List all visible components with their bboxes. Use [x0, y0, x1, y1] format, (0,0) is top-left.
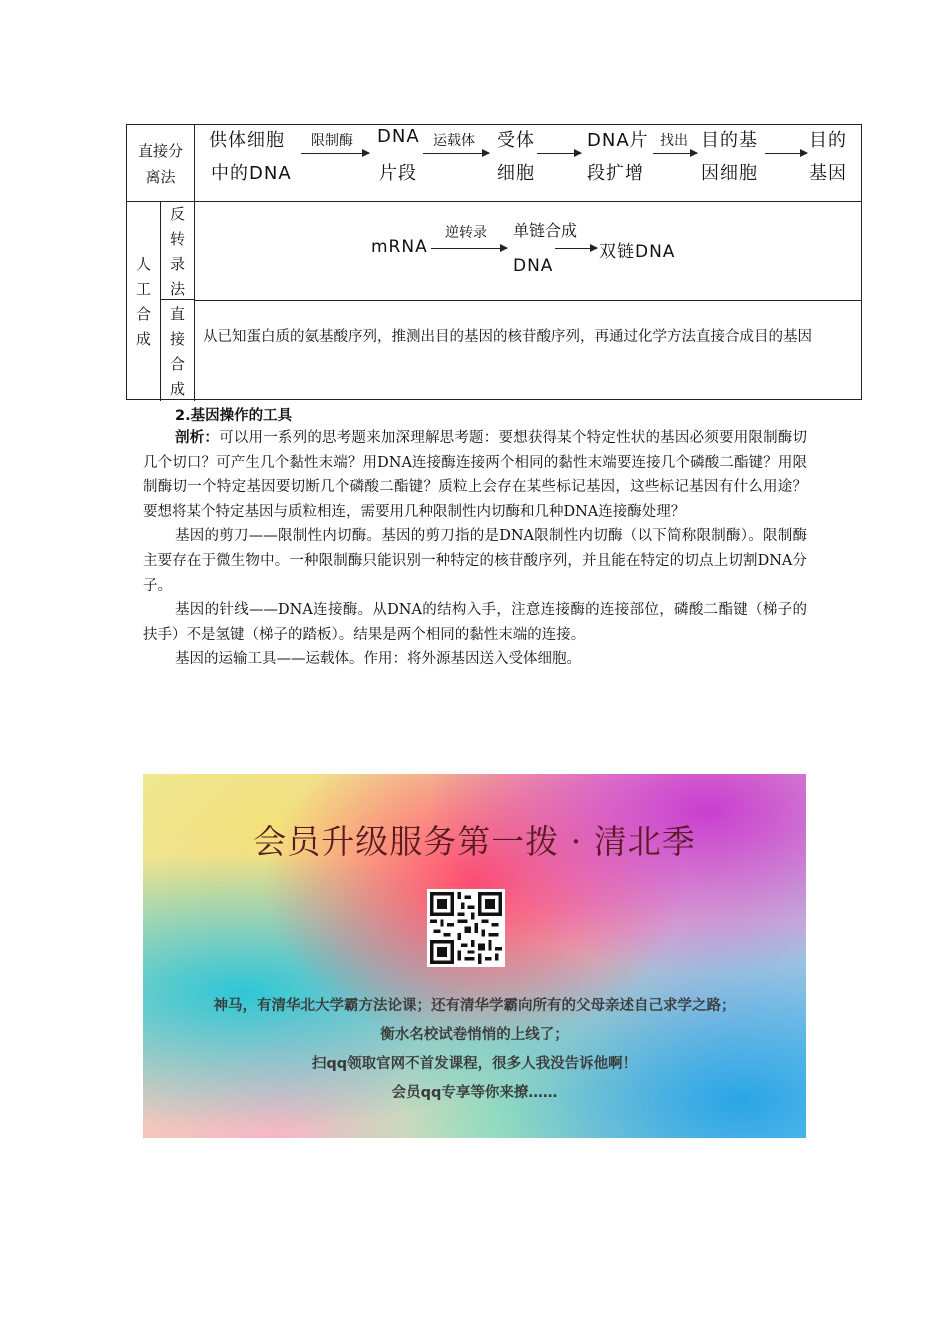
flow-node-amplify-line2: 段扩增 — [587, 163, 644, 184]
flow-node-double-dna: 双链DNA — [599, 242, 676, 262]
reverse-transcription-flow — [195, 202, 861, 301]
direct-separation-flow — [195, 125, 861, 202]
row-label-reverse-transcription: 反 转 录 法 — [161, 202, 195, 300]
flow-node-target-gene-line2: 基因 — [809, 163, 847, 184]
paragraph-vector: 基因的运输工具——运载体。作用：将外源基因送入受体细胞。 — [175, 651, 581, 668]
banner-text — [143, 992, 806, 1108]
flow-node-target-cell-line1: 目的基 — [701, 130, 758, 151]
flow-node-recipient-line2: 细胞 — [497, 163, 535, 184]
direct-synthesis-description: 从已知蛋白质的氨基酸序列，推测出目的基因的核苷酸序列，再通过化学方法直接合成目的基因 — [203, 329, 812, 345]
flow-node-donor-line2: 中的DNA — [211, 163, 292, 184]
flow-arrow-label-reverse-transcription: 逆转录 — [445, 225, 487, 241]
flow-arrow-3 — [537, 153, 581, 154]
banner-line: 会员qq专享等你来撩…… — [391, 1085, 558, 1101]
banner-title: 会员升级服务第一拨 · 清北季 — [253, 822, 696, 861]
flow-node-recipient-line1: 受体 — [497, 130, 535, 151]
flow-arrow-label-single-strand: 单链合成 — [513, 221, 578, 240]
analysis-lead: 剖析： — [175, 430, 220, 446]
banner-line: 衡水名校试卷悄悄的上线了； — [380, 1027, 569, 1043]
flow-node-dna-line2: 片段 — [379, 163, 417, 184]
qr-code-icon[interactable] — [427, 889, 505, 967]
paragraph-restriction-enzyme: 基因的剪刀——限制性内切酶。基因的剪刀指的是DNA限制性内切酶（以下简称限制酶）。限制酶主要存在于微生物中。一种限制酶只能识别一种特定的核苷酸序列，并且能在特定的切点上切割DNA分子。 — [143, 528, 807, 594]
paragraph-analysis: 剖析：可以用一系列的思考题来加深理解思考题：要想获得某个特定性状的基因必须要用限制酶切几个切口？可产生几个黏性末端？用DNA连接酶连接两个相同的黏性末端要连接几个磷酸二酯键？用限制酶切一个特定基因要切断几个磷酸二酯键？质粒上会存在某些标记基因，这些标记基因有什么用途？要想将某个特定基因与质粒相连，需要用几种限制性内切酶和几种DNA连接酶处理？ — [143, 430, 807, 520]
flow-node-single-dna: DNA — [513, 256, 554, 276]
flow-arrow-rt-1 — [431, 248, 507, 249]
flow-node-dna-line1: DNA — [377, 126, 420, 147]
flow-node-target-gene-line1: 目的 — [809, 130, 847, 151]
flow-arrow-label-find: 找出 — [660, 133, 688, 149]
gene-acquisition-table — [126, 124, 862, 400]
flow-arrow-1 — [301, 153, 369, 154]
body-text — [143, 426, 807, 672]
row-label-artificial-synthesis: 人 工 合 成 — [127, 202, 161, 401]
flow-node-donor-line1: 供体细胞 — [209, 130, 285, 151]
flow-node-mrna: mRNA — [371, 237, 428, 257]
flow-arrow-label-restriction: 限制酶 — [311, 133, 353, 149]
flow-arrow-4 — [653, 153, 697, 154]
row-label-direct-synthesis: 直 接 合 成 — [161, 300, 195, 401]
flow-arrow-label-vector: 运载体 — [433, 133, 475, 149]
banner-line: 扫qq领取官网不首发课程，很多人我没告诉他啊！ — [311, 1056, 638, 1072]
promo-banner[interactable] — [143, 774, 806, 1138]
flow-node-target-cell-line2: 因细胞 — [701, 163, 758, 184]
flow-arrow-5 — [765, 153, 807, 154]
row-label-direct-separation: 直接分离法 — [127, 125, 195, 202]
banner-line: 神马，有清华北大学霸方法论课；还有清华学霸向所有的父母亲述自己求学之路； — [213, 998, 736, 1014]
flow-arrow-rt-2 — [555, 248, 597, 249]
section-title: 2.基因操作的工具 — [175, 408, 293, 424]
flow-node-amplify-line1: DNA片 — [587, 130, 649, 151]
paragraph-ligase: 基因的针线——DNA连接酶。从DNA的结构入手，注意连接酶的连接部位，磷酸二酯键（梯子的扶手）不是氢键（梯子的踏板）。结果是两个相同的黏性末端的连接。 — [143, 602, 807, 643]
flow-arrow-2 — [423, 153, 489, 154]
